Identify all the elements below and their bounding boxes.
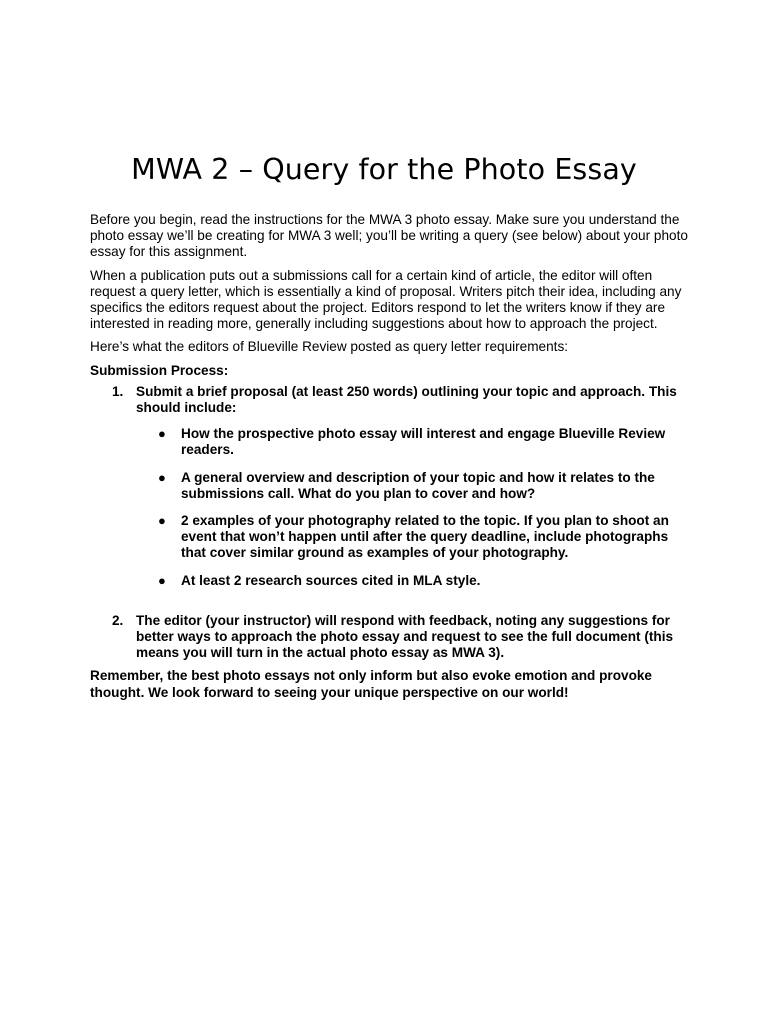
bullet-text: 2 examples of your photography related to the topic. If you plan to shoot an event that won’t happen until after the query deadline, include photographs that cover similar ground as examples of your photography. bbox=[181, 513, 669, 561]
step-text: The editor (your instructor) will respond with feedback, noting any suggestions for better ways to approach the photo essay and request to see the full document (this means you will turn in the actual photo essay as MWA 3). bbox=[136, 612, 674, 661]
list-item bbox=[136, 426, 690, 458]
bullet-icon: ● bbox=[158, 513, 166, 529]
submission-steps-list bbox=[90, 384, 690, 662]
bullet-text: At least 2 research sources cited in MLA style. bbox=[181, 572, 481, 588]
bullet-icon: ● bbox=[158, 426, 166, 442]
list-item bbox=[136, 470, 690, 502]
list-item bbox=[136, 573, 690, 589]
list-item bbox=[136, 513, 690, 562]
bullet-icon: ● bbox=[158, 469, 166, 485]
submission-process-heading: Submission Process: bbox=[90, 362, 229, 378]
step-text: Submit a brief proposal (at least 250 words) outlining your topic and approach. This should include: bbox=[136, 383, 677, 416]
list-item bbox=[90, 384, 690, 589]
step-number: 1. bbox=[112, 383, 124, 399]
requirements-intro-paragraph: Here’s what the editors of Blueville Review posted as query letter requirements: bbox=[90, 339, 569, 355]
step-number: 2. bbox=[112, 612, 124, 628]
proposal-requirements-list bbox=[136, 426, 690, 589]
list-item bbox=[90, 613, 690, 662]
bullet-text: How the prospective photo essay will interest and engage Blueville Review readers. bbox=[181, 426, 666, 458]
intro-paragraph: Before you begin, read the instructions for the MWA 3 photo essay. Make sure you understand the photo essay we’ll be creating for MWA 3 well; you’ll be writing a query (see below) about your photo essay for this assignment. bbox=[90, 212, 688, 260]
bullet-icon: ● bbox=[158, 572, 166, 588]
document-body bbox=[90, 212, 690, 708]
document-title: MWA 2 – Query for the Photo Essay bbox=[131, 153, 637, 186]
bullet-text: A general overview and description of your topic and how it relates to the submissions call. What do you plan to cover and how? bbox=[181, 469, 655, 501]
closing-paragraph: Remember, the best photo essays not only inform but also evoke emotion and provoke thought. We look forward to seeing your unique perspective on our world! bbox=[90, 668, 652, 700]
query-letter-paragraph: When a publication puts out a submissions call for a certain kind of article, the editor will often request a query letter, which is essentially a kind of proposal. Writers pitch their idea, including any specifics the editors request about the project. Editors respond to let the writers know if they are interested in reading more, generally including suggestions about how to approach the project. bbox=[90, 267, 682, 332]
